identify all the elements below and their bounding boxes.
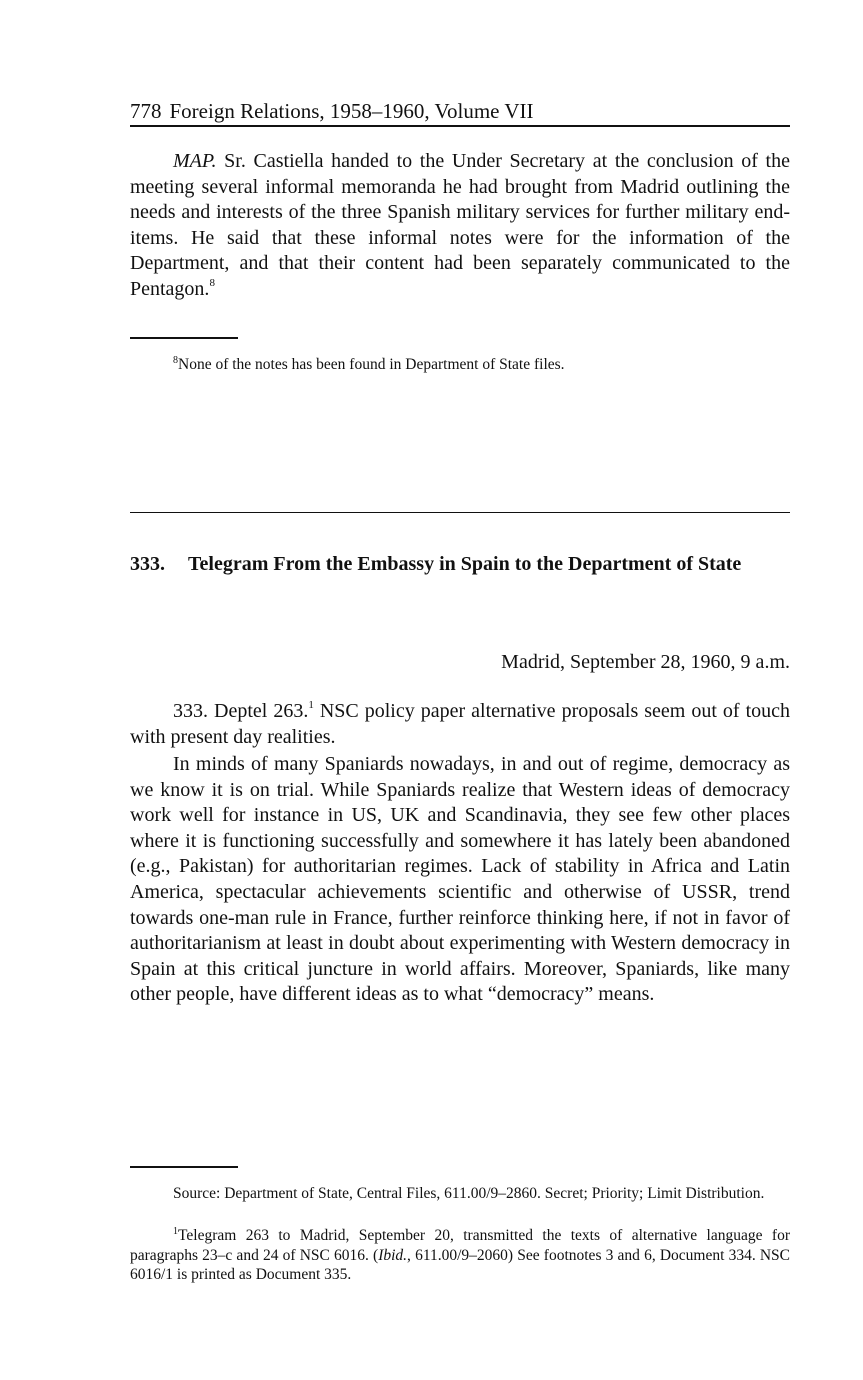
footnote-8-mark: 8 (173, 355, 178, 366)
footnote-8 (130, 355, 790, 375)
footnote-1-text: Telegram 263 to Madrid, September 20, transmitted the texts of alternative language for paragraphs 23–c and 24 of NSC 6016. ( (130, 1227, 790, 1264)
running-header (130, 98, 790, 126)
telegram-p1-start: 333. Deptel 263. (173, 700, 309, 722)
ibid-italic: Ibid. (378, 1246, 408, 1264)
document-number: 333. (130, 553, 165, 575)
footnote-1-text-end: , 611.00/9–2060) See footnotes 3 and 6, Document 334. NSC 6016/1 is printed as Document 335. (130, 1246, 791, 1283)
section-divider (130, 512, 790, 513)
footnote-ref-1: 1 (308, 699, 314, 711)
book-title: Foreign Relations, 1958–1960, Volume VII (169, 99, 534, 123)
map-lead: MAP. (173, 150, 217, 172)
telegram-paragraph-2: In minds of many Spaniards nowadays, in and out of regime, democracy as we know it is on trial. While Spaniards realize that Western ideas of democracy work well for instance in US, UK and Scandinavia, they see few other places where it is functioning successfully and somewhere it has lately been abandoned (e.g., Pakistan) for authoritarian regimes. Lack of stability in Africa and Latin America, spectacular achievements scientific and otherwise of USSR, trend towards one-man rule in France, further reinforce thinking here, if not in favor of authoritarianism at least in doubt about experimenting with Western democracy in Spain at this critical juncture in world affairs. Moreover, Spaniards, like many other people, have different ideas as to what “democracy” means. (130, 753, 790, 1006)
footnote-ref-8: 8 (209, 276, 215, 289)
source-note: Source: Department of State, Central Files, 611.00/9–2860. Secret; Priority; Limit Distribution. (173, 1185, 765, 1202)
continuation-text: Sr. Castiella handed to the Under Secretary at the conclusion of the meeting several informal memoranda he had brought from Madrid outlining the needs and interests of the three Spanish military services for further military end-items. He said that these informal notes were for the information of the Department, and that their content had been separately communicated to the Pentagon. (130, 150, 790, 300)
footnote-rule-2 (130, 1166, 238, 1168)
document-title: Telegram From the Embassy in Spain to the Department of State (188, 553, 742, 575)
continuation-paragraph (130, 149, 790, 303)
dateline: Madrid, September 28, 1960, 9 a.m. (501, 651, 790, 673)
footnote-1-mark: 1 (173, 1226, 178, 1237)
footnote-1 (130, 1226, 790, 1285)
header-rule (130, 125, 790, 127)
page-number: 778 (130, 99, 162, 123)
telegram-paragraph-1 (130, 699, 790, 750)
footnote-rule (130, 337, 238, 339)
footnote-8-text: None of the notes has been found in Department of State files. (178, 356, 565, 373)
telegram-p1-rest: NSC policy paper alternative proposals seem out of touch with present day realities. (130, 700, 791, 748)
